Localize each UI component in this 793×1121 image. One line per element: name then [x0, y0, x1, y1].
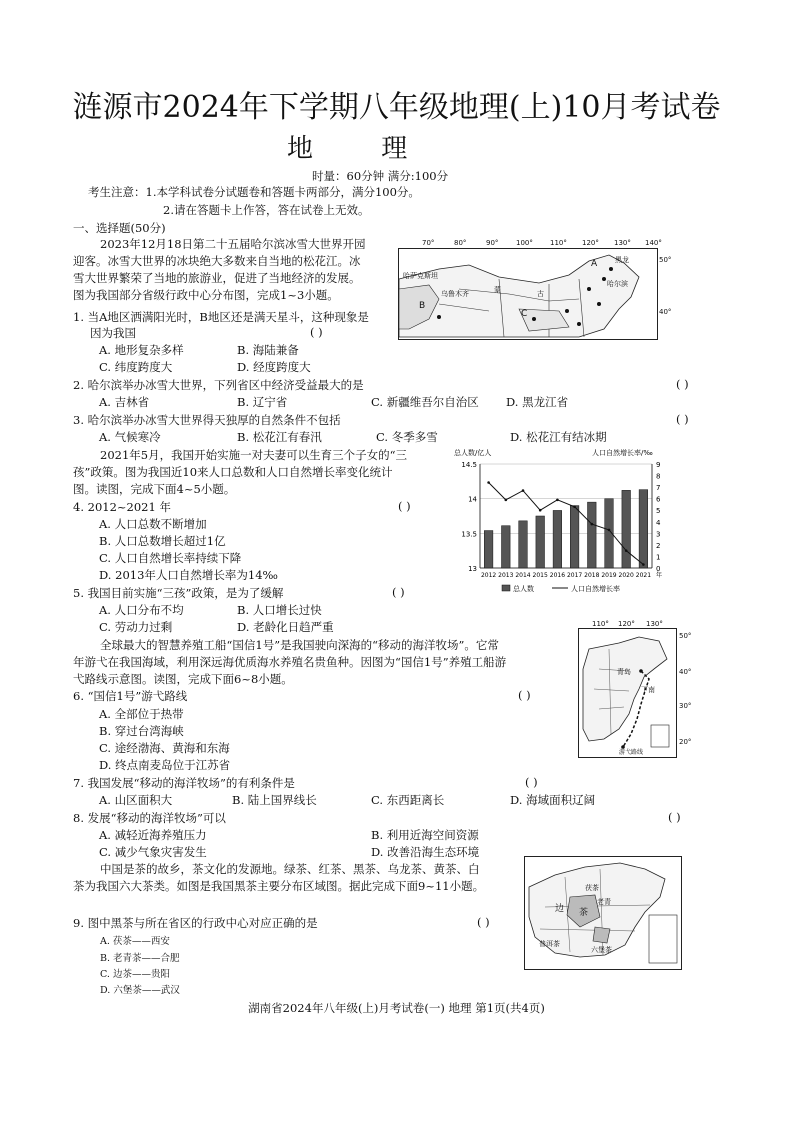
chart-bar: [484, 531, 493, 568]
q8-option-c[interactable]: C. 减少气象灾害发生: [99, 845, 207, 859]
q1-option-b[interactable]: B. 海陆兼备: [237, 343, 299, 357]
q5-option-a[interactable]: A. 人口分布不均: [99, 603, 184, 617]
intro2-line: 2021年5月，我国开始实施一对夫妻可以生育三个子女的“三: [100, 448, 407, 462]
map1-lon-label: 120°: [582, 239, 599, 247]
chart-right-tick-label: 0: [656, 565, 661, 573]
map2-lat-label: 50°: [679, 632, 692, 640]
q9-option-d[interactable]: D. 六堡茶——武汉: [100, 985, 180, 996]
q9-option-b[interactable]: B. 老青茶——合肥: [100, 953, 180, 964]
time-info: 时量：60分钟 满分:100分: [312, 169, 449, 183]
chart-legend-label: 总人数: [513, 585, 534, 593]
black-tea-map: [524, 856, 682, 970]
q2-answer-paren[interactable]: ( ): [676, 377, 689, 391]
chart-right-tick-label: 1: [656, 553, 661, 562]
q7-option-c[interactable]: C. 东西距离长: [371, 793, 445, 807]
map1-place: 乌鲁木齐: [441, 290, 469, 298]
map1-lat-label: 50°: [659, 256, 672, 264]
notice-line-1: 考生注意：1.本学科试卷分试题卷和答题卡两部分，满分100分。: [88, 185, 420, 199]
intro3-line: 年游弋在我国海域，利用深远海优质海水养殖名贵鱼种。因图为“国信1号”养殖工船游: [73, 655, 507, 669]
q6-answer-paren[interactable]: ( ): [518, 688, 531, 702]
q1-stem: 1. 当A地区洒满阳光时，B地区还是满天星斗，这种现象是: [73, 310, 369, 324]
chart-right-tick-label: 8: [656, 472, 661, 481]
q1-stem: 因为我国: [90, 326, 136, 340]
q9-option-a[interactable]: A. 茯茶——西安: [100, 936, 170, 947]
chart-x-tick-label: 2019: [601, 572, 617, 579]
chart-x-tick-label: 2012: [480, 572, 497, 579]
intro1-line: 图为我国部分省级行政中心分布图，完成1~3小题。: [73, 288, 339, 302]
population-chart: [452, 446, 674, 596]
q4-option-d[interactable]: D. 2013年人口自然增长率为14‰: [99, 568, 278, 582]
map1-place: 蒙: [494, 286, 501, 294]
province-capital-map: [398, 248, 658, 340]
chart-right-axis-title: 人口自然增长率/‰: [592, 449, 653, 457]
chart-x-tick-label: 2018: [584, 572, 600, 579]
map2-place: 青岛: [617, 668, 631, 676]
chart-right-tick-label: 9: [656, 461, 661, 469]
intro4-line: 中国是茶的故乡，茶文化的发源地。绿茶、红茶、黑茶、乌龙茶、黄茶、白: [100, 862, 480, 876]
chart-growth-point: [573, 505, 576, 508]
map1-place: 黑龙: [615, 256, 629, 264]
chart-bar: [519, 521, 528, 568]
q9-answer-paren[interactable]: ( ): [477, 915, 490, 929]
chart-x-tick-label: 2020: [618, 572, 634, 579]
q6-option-c[interactable]: C. 途经渤海、黄海和东海: [99, 741, 230, 755]
chart-growth-point: [608, 529, 611, 532]
chart-right-tick-label: 3: [656, 530, 661, 539]
chart-right-tick-label: 7: [656, 484, 661, 493]
q1-option-a[interactable]: A. 地形复杂多样: [99, 343, 184, 357]
chart-x-tick-label: 2017: [566, 572, 583, 579]
chart-growth-point: [539, 509, 542, 512]
section-heading: 一、选择题(50分): [73, 221, 166, 235]
chart-growth-point: [625, 549, 628, 552]
q6-option-b[interactable]: B. 穿过台湾海峡: [99, 724, 184, 738]
chart-x-tick-label: 2013: [498, 572, 514, 579]
q4-option-c[interactable]: C. 人口自然增长率持续下降: [99, 551, 242, 565]
q2-option-c[interactable]: C. 新疆维吾尔自治区: [371, 395, 479, 409]
chart-x-tick-label: 2014: [515, 572, 531, 579]
map2-lat-label: 30°: [679, 702, 692, 710]
intro1-line: 迎客。冰雪大世界的冰块绝大多数来自当地的松花江。冰: [73, 254, 361, 268]
q6-stem: 6. “国信1号”游弋路线: [73, 689, 188, 703]
chart-x-tick-label: 2021: [635, 572, 652, 579]
map3-place: 六堡茶: [591, 946, 612, 954]
map2-lon-label: 120°: [618, 620, 635, 628]
q5-stem: 5. 我国目前实施“三孩”政策，是为了缓解: [73, 586, 284, 600]
q1-option-c[interactable]: C. 纬度跨度大: [99, 360, 173, 374]
q5-answer-paren[interactable]: ( ): [392, 585, 405, 599]
map1-lon-label: 130°: [614, 239, 631, 247]
chart-bar: [570, 506, 579, 568]
q3-answer-paren[interactable]: ( ): [676, 412, 689, 426]
chart-growth-point: [522, 489, 525, 492]
q7-option-d[interactable]: D. 海域面积辽阔: [510, 793, 596, 807]
q3-option-c[interactable]: C. 冬季多雪: [376, 430, 438, 444]
chart-legend-label: 人口自然增长率: [571, 585, 620, 593]
chart-x-unit: 年: [656, 572, 663, 579]
q2-stem: 2. 哈尔滨举办冰雪大世界，下列省区中经济受益最大的是: [73, 378, 364, 392]
map2-legend: 游弋路线: [619, 749, 644, 756]
map3-place: 边: [555, 904, 565, 914]
q9-option-c[interactable]: C. 边茶——贵阳: [100, 969, 170, 980]
chart-bar: [553, 510, 562, 568]
chart-growth-line: [489, 482, 644, 564]
q4-option-b[interactable]: B. 人口总数增长超过1亿: [99, 534, 226, 548]
map2-lon-label: 110°: [592, 620, 609, 628]
q3-option-b[interactable]: B. 松花江有春汛: [237, 430, 322, 444]
map1-lon-label: 90°: [486, 239, 499, 247]
map2-place: 下南: [641, 686, 655, 694]
map3-place: 老青: [597, 898, 611, 906]
q8-option-b[interactable]: B. 利用近海空间资源: [371, 828, 479, 842]
chart-growth-point: [591, 523, 594, 526]
q6-option-d[interactable]: D. 终点南麦岛位于江苏省: [99, 758, 231, 772]
map1-lon-label: 70°: [422, 239, 435, 247]
q5-option-c[interactable]: C. 劳动力过剩: [99, 620, 173, 634]
map1-lat-label: 40°: [659, 308, 672, 316]
q7-option-b[interactable]: B. 陆上国界线长: [232, 793, 317, 807]
map1-place: 古: [537, 290, 544, 298]
intro1-line: 2023年12月18日第二十五届哈尔滨冰雪大世界开园: [100, 237, 366, 251]
chart-left-tick-label: 13.5: [461, 530, 477, 539]
intro2-line: 孩”政策。图为我国近10来人口总数和人口自然增长率变化统计: [73, 465, 393, 479]
map3-place: 普洱茶: [539, 940, 560, 948]
map1-lon-label: 110°: [550, 239, 567, 247]
q4-answer-paren[interactable]: ( ): [398, 499, 411, 513]
map1-point-label: C: [521, 309, 528, 319]
chart-left-axis-title: 总人数/亿人: [454, 449, 492, 457]
q8-option-a[interactable]: A. 减轻近海养殖压力: [99, 828, 207, 842]
notice-line-2: 2.请在答题卡上作答，答在试卷上无效。: [163, 203, 370, 217]
population-chart-svg: [452, 446, 674, 596]
chart-right-tick-label: 5: [656, 507, 661, 516]
q2-option-b[interactable]: B. 辽宁省: [237, 395, 288, 409]
exam-title: 涟源市2024年下学期八年级地理(上)10月考试卷: [72, 90, 721, 125]
q8-answer-paren[interactable]: ( ): [668, 810, 681, 824]
chart-growth-point: [505, 499, 508, 502]
page-footer: 湖南省2024年八年级(上)月考试卷(一) 地理 第1页(共4页): [248, 1001, 545, 1015]
q3-option-d[interactable]: D. 松花江有结冰期: [510, 430, 607, 444]
chart-bar: [536, 516, 545, 568]
map2-lat-label: 20°: [679, 738, 692, 746]
chart-right-tick-label: 6: [656, 495, 661, 504]
map2-graphic: [579, 629, 676, 757]
chart-left-tick-label: 14: [468, 495, 477, 504]
q7-option-a[interactable]: A. 山区面积大: [99, 793, 173, 807]
q8-option-d[interactable]: D. 改善沿海生态环境: [371, 845, 480, 859]
map1-lon-label: 80°: [454, 239, 467, 247]
intro2-line: 图。读图，完成下面4~5小题。: [73, 482, 236, 496]
chart-growth-point: [642, 563, 645, 566]
chart-left-tick-label: 14.5: [461, 461, 477, 469]
map2-lat-label: 40°: [679, 668, 692, 676]
chart-x-tick-label: 2015: [532, 572, 548, 579]
chart-growth-point: [487, 481, 490, 484]
intro1-line: 雪大世界繁荣了当地的旅游业，促进了当地经济的发展。: [73, 271, 361, 285]
q4-stem: 4. 2012~2021 年: [73, 500, 171, 514]
q4-option-a[interactable]: A. 人口总数不断增加: [99, 517, 207, 531]
q5-option-d[interactable]: D. 老龄化日趋严重: [237, 620, 334, 634]
map1-point-label: B: [419, 301, 426, 311]
chart-bar: [502, 526, 511, 568]
q3-stem: 3. 哈尔滨举办冰雪大世界得天独厚的自然条件不包括: [73, 413, 341, 427]
q5-option-b[interactable]: B. 人口增长过快: [237, 603, 322, 617]
q1-option-d[interactable]: D. 经度跨度大: [237, 360, 311, 374]
q2-option-a[interactable]: A. 吉林省: [99, 395, 150, 409]
chart-right-tick-label: 2: [656, 541, 661, 550]
map1-lon-label: 100°: [516, 239, 533, 247]
map1-point-label: A: [591, 259, 598, 269]
q9-stem: 9. 图中黑茶与所在省区的行政中心对应正确的是: [73, 916, 318, 930]
chart-bar: [622, 490, 631, 568]
intro3-line: 弋路线示意图。读图，完成下面6~8小题。: [73, 672, 293, 686]
chart-bar: [639, 490, 648, 568]
chart-left-tick-label: 13: [468, 565, 477, 573]
chart-right-tick-label: 4: [656, 518, 661, 527]
map2-lon-label: 130°: [646, 620, 663, 628]
chart-x-tick-label: 2016: [549, 572, 566, 579]
chart-growth-point: [556, 499, 559, 502]
intro4-line: 茶为我国六大茶类。如图是我国黑茶主要分布区域图。据此完成下面9~11小题。: [73, 879, 485, 893]
q2-option-d[interactable]: D. 黑龙江省: [506, 395, 569, 409]
map3-place: 茶: [579, 908, 589, 918]
q1-answer-paren[interactable]: ( ): [310, 325, 323, 339]
q8-stem: 8. 发展“移动的海洋牧场”可以: [73, 811, 226, 825]
q7-stem: 7. 我国发展“移动的海洋牧场”的有利条件是: [73, 776, 295, 790]
q3-option-a[interactable]: A. 气候寒冷: [99, 430, 161, 444]
q6-option-a[interactable]: A. 全部位于热带: [99, 707, 184, 721]
map1-place: 哈尔滨: [607, 280, 628, 288]
subject-title: 地 理: [287, 134, 438, 164]
chart-bar: [588, 502, 597, 568]
intro3-line: 全球最大的智慧养殖工船“国信1号”是我国驶向深海的“移动的海洋牧场”。它常: [100, 638, 499, 652]
ship-route-map: [578, 628, 677, 758]
q7-answer-paren[interactable]: ( ): [525, 775, 538, 789]
map1-place: 哈萨克斯坦: [403, 272, 438, 280]
chart-legend-bar-swatch: [502, 585, 510, 591]
map3-place: 茯茶: [585, 884, 599, 892]
map1-lon-label: 140°: [645, 239, 662, 247]
